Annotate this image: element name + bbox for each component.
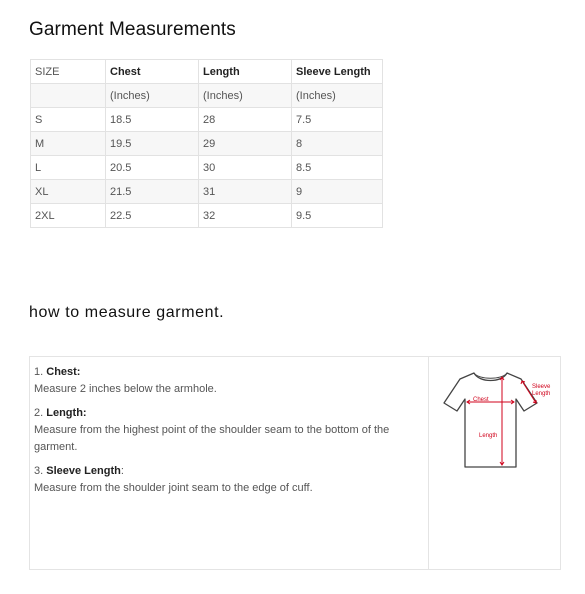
step-name: Length: xyxy=(46,407,87,419)
cell-chest: 20.5 xyxy=(106,156,199,180)
cell-length: 32 xyxy=(199,204,292,228)
units-length: (Inches) xyxy=(199,84,292,108)
cell-length: 28 xyxy=(199,108,292,132)
tshirt-outline xyxy=(444,373,537,467)
step-heading xyxy=(34,364,424,381)
header-size: SIZE xyxy=(31,60,106,84)
header-chest: Chest xyxy=(106,60,199,84)
table-row xyxy=(31,156,383,180)
sleeve-label-line2: Length xyxy=(532,391,551,397)
table-header-row xyxy=(31,60,383,84)
header-length: Length xyxy=(199,60,292,84)
cell-chest: 21.5 xyxy=(106,180,199,204)
cell-size: M xyxy=(31,132,106,156)
how-to-measure-title: how to measure garment. xyxy=(29,304,225,321)
size-chart-table xyxy=(30,59,383,228)
cell-sleeve: 9.5 xyxy=(292,204,383,228)
units-size xyxy=(31,84,106,108)
cell-chest: 19.5 xyxy=(106,132,199,156)
measurement-guide xyxy=(29,356,561,570)
length-label: Length xyxy=(479,433,498,439)
tshirt-diagram xyxy=(432,363,560,483)
step-number: 3. xyxy=(34,465,44,477)
page-title: Garment Measurements xyxy=(29,19,236,40)
step-name: Chest: xyxy=(46,366,81,378)
table-row xyxy=(31,180,383,204)
step-suffix: : xyxy=(120,465,124,477)
step-description: Measure from the shoulder joint seam to the edge of cuff. xyxy=(34,482,313,494)
cell-length: 31 xyxy=(199,180,292,204)
step-description: Measure 2 inches below the armhole. xyxy=(34,383,217,395)
header-sleeve-length: Sleeve Length xyxy=(292,60,383,84)
step-description: Measure from the highest point of the shoulder seam to the bottom of the garment. xyxy=(34,424,390,453)
cell-length: 30 xyxy=(199,156,292,180)
step-number: 2. xyxy=(34,407,44,419)
step-heading xyxy=(34,463,424,480)
chest-label: Chest xyxy=(473,397,489,403)
cell-length: 29 xyxy=(199,132,292,156)
measurement-instructions xyxy=(30,357,429,569)
step-number: 1. xyxy=(34,366,44,378)
cell-sleeve: 8 xyxy=(292,132,383,156)
units-chest: (Inches) xyxy=(106,84,199,108)
table-row xyxy=(31,132,383,156)
cell-size: 2XL xyxy=(31,204,106,228)
step-name: Sleeve Length xyxy=(46,465,121,477)
cell-sleeve: 8.5 xyxy=(292,156,383,180)
table-row xyxy=(31,108,383,132)
cell-size: XL xyxy=(31,180,106,204)
table-units-row xyxy=(31,84,383,108)
cell-size: L xyxy=(31,156,106,180)
cell-sleeve: 7.5 xyxy=(292,108,383,132)
sleeve-label-line1: Sleeve xyxy=(532,384,551,390)
units-sleeve: (Inches) xyxy=(292,84,383,108)
cell-size: S xyxy=(31,108,106,132)
cell-chest: 22.5 xyxy=(106,204,199,228)
cell-chest: 18.5 xyxy=(106,108,199,132)
table-row xyxy=(31,204,383,228)
cell-sleeve: 9 xyxy=(292,180,383,204)
step-heading xyxy=(34,405,424,422)
